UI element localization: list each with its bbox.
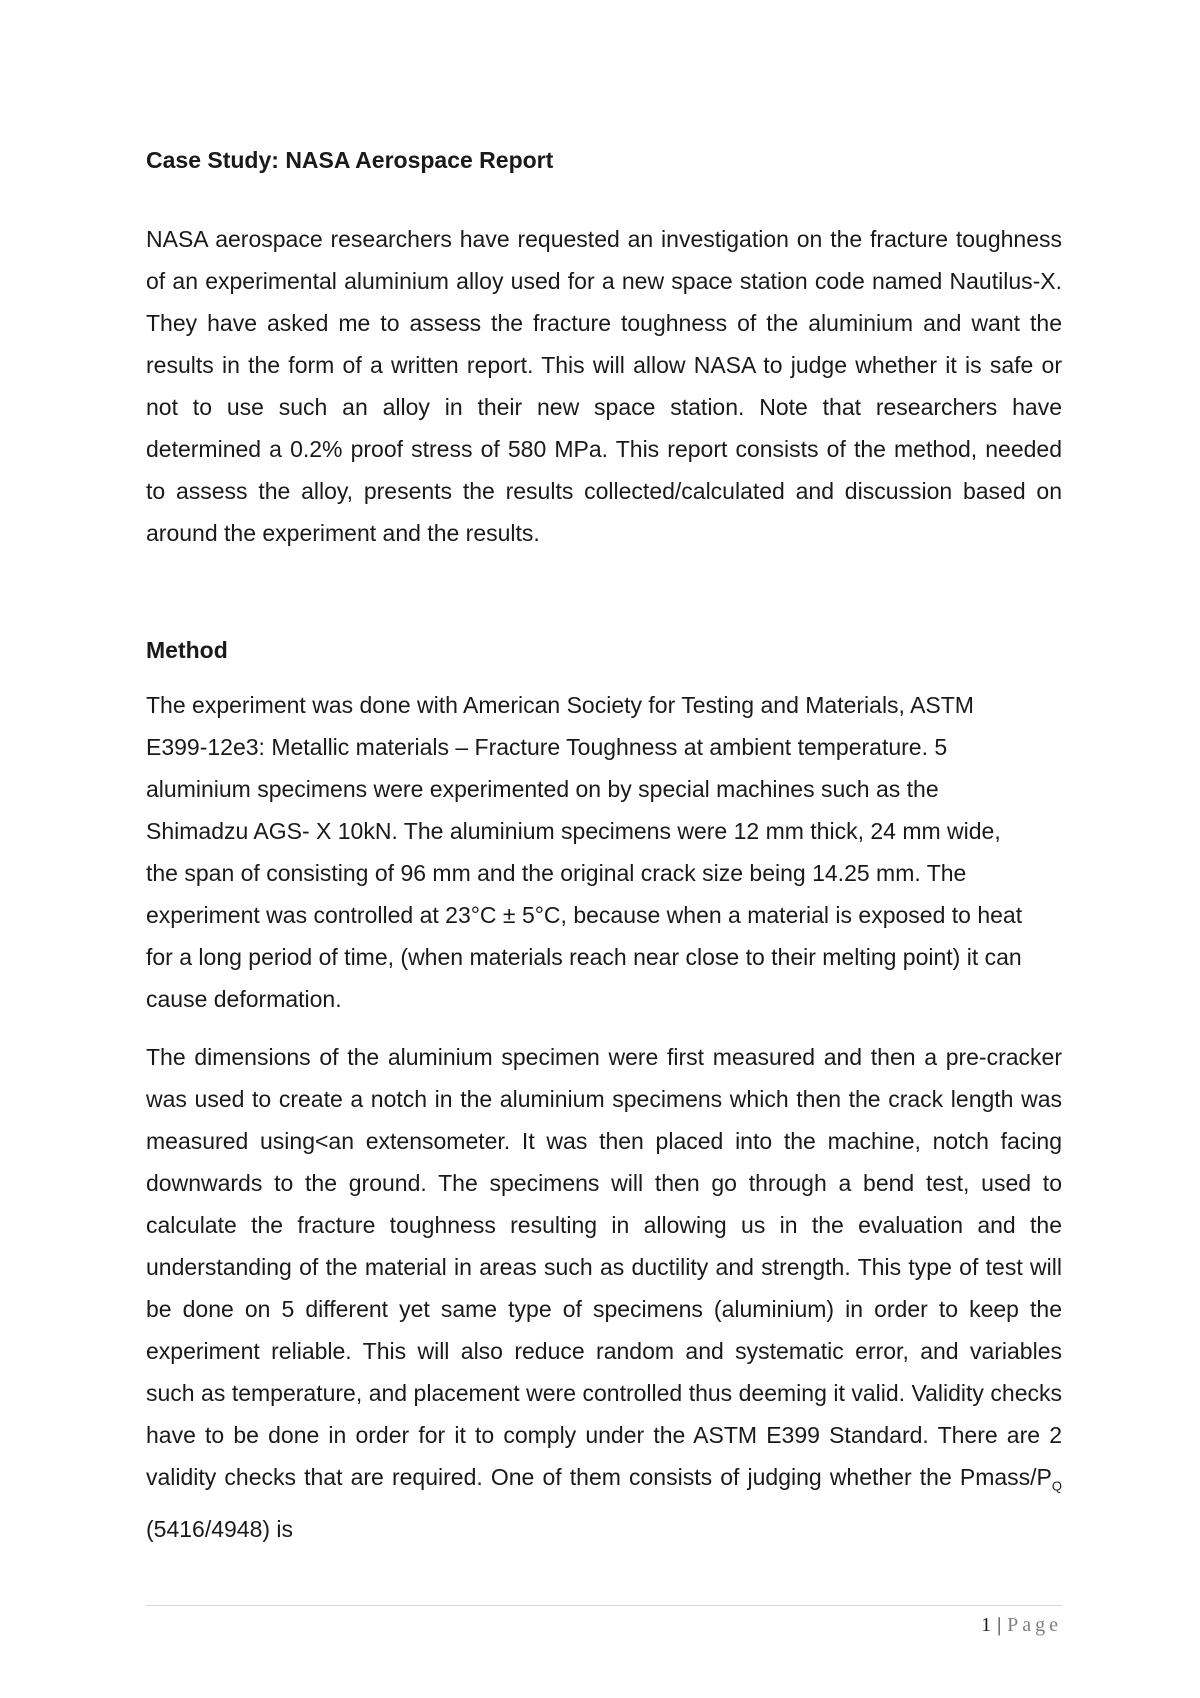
- document-title: Case Study: NASA Aerospace Report: [146, 147, 554, 173]
- intro-paragraph: NASA aerospace researchers have requested an investigation on the fracture toughness of an experimental aluminium alloy used for a new space station code named Nautilus-X. They have asked me to assess the fracture toughness of the aluminium and want the results in the form of a written report. This will allow NASA to judge whether it is safe or not to use such an alloy in their new space station. Note that researchers have determined a 0.2% proof stress of 580 MPa. This report consists of the method, needed to assess the alloy, presents the results collected/calculated and discussion based on around the experiment and the results.: [146, 226, 1062, 546]
- footer-separator: |: [997, 1614, 1002, 1636]
- footer-divider: [146, 1605, 1062, 1606]
- page-content: [146, 142, 1062, 1550]
- method-paragraph-1: The experiment was done with American Society for Testing and Materials, ASTM E399-12e3: Metallic materials – Fracture Toughness at ambient temperature. 5 aluminium specimens were experimented on by special machines such as the Shimadzu AGS- X 10kN. The aluminium specimens were 12 mm thick, 24 mm wide, the span of consisting of 96 mm and the original crack size being 14.25 mm. The experiment was controlled at 23°C ± 5°C, because when a material is exposed to heat for a long period of time, (when materials reach near close to their melting point) it can cause deformation.: [146, 692, 1023, 1012]
- page-label: Page: [1007, 1614, 1062, 1636]
- method-heading: Method: [146, 637, 228, 663]
- method-paragraph-2-tail: (5416/4948) is: [146, 1515, 294, 1542]
- method-paragraph-2-text: The dimensions of the aluminium specimen were first measured and then a pre-cracker was used to create a notch in the aluminium specimens which then the crack length was measured using<an extensometer. It was then placed into the machine, notch facing downwards to the ground. The specimens will then go through a bend test, used to calculate the fracture toughness resulting in allowing us in the evaluation and the understanding of the material in areas such as ductility and strength. This type of test will be done on 5 different yet same type of specimens (aluminium) in order to keep the experiment reliable. This will also reduce random and systematic error, and variables such as temperature, and placement were controlled thus deeming it valid. Validity checks have to be done in order for it to comply under the ASTM E399 Standard. There are 2 validity checks that are required. One of them consists of judging whether the Pmass/P: [146, 1044, 1062, 1490]
- page-number: 1: [981, 1614, 992, 1636]
- method-paragraph-2: [146, 1036, 1062, 1550]
- subscript-q: Q: [1051, 1478, 1062, 1494]
- page-footer: [981, 1612, 1062, 1638]
